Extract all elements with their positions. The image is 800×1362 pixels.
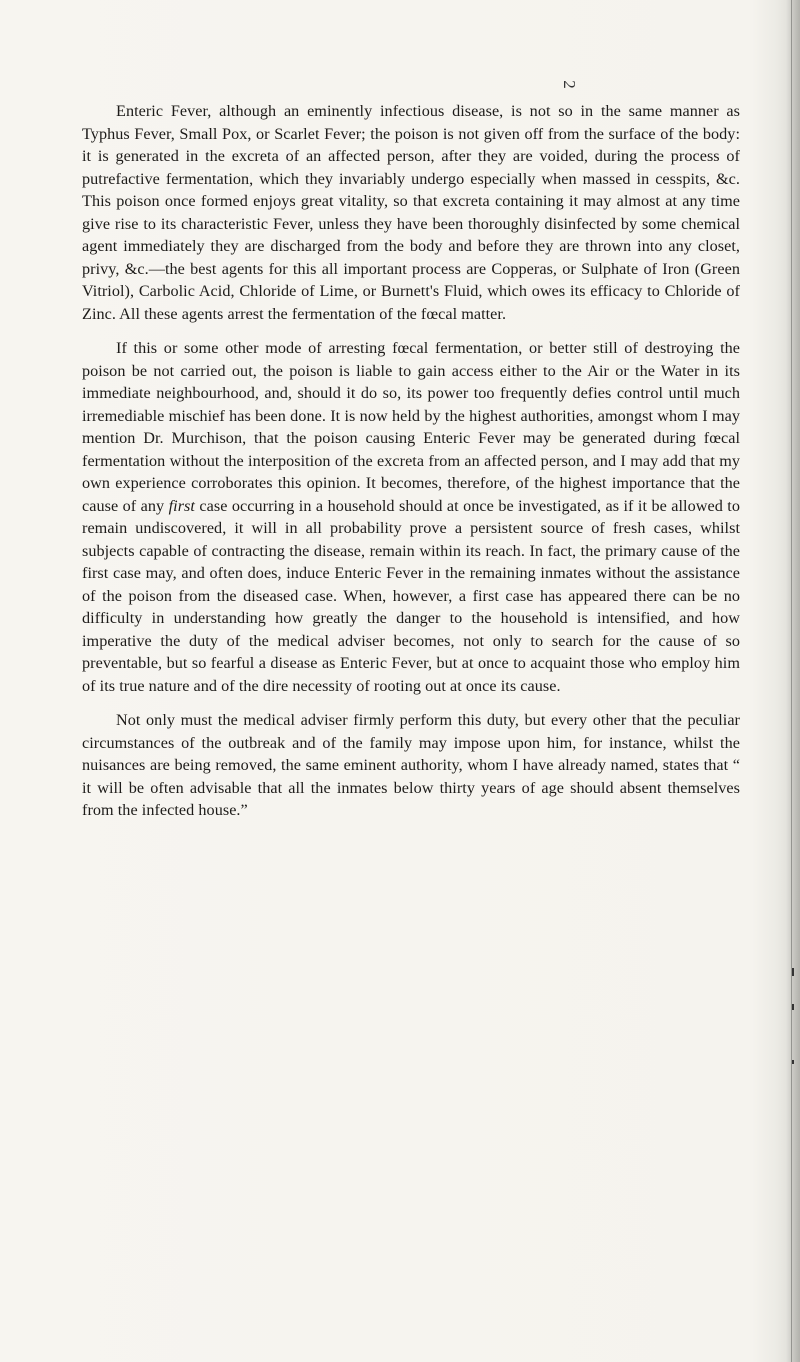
paragraph-1 bbox=[82, 100, 740, 325]
page-edge-mark bbox=[792, 1060, 794, 1064]
emphasized-word: first bbox=[168, 496, 195, 515]
paragraph-2 bbox=[82, 337, 740, 697]
paragraph-3 bbox=[82, 709, 740, 822]
paragraph-text: Enteric Fever, although an eminently infectious disease, is not so in the same manner as Typhus Fever, Small Pox, or Scarlet Fever; the poison is not given off from the surface of the body: it is generated in the excreta of an affected person, after they are voided, during the process of putrefactive fermentation, which they invariably undergo especially when massed in cesspits, &c. This poison once formed enjoys great vitality, so that excreta containing it may almost at any time give rise to its characteristic Fever, unless they have been thoroughly disinfected by some chemical agent immediately they are discharged from the body and before they are thrown into any closet, privy, &c.—the best agents for this all important process are Copperas, or Sulphate of Iron (Green Vitriol), Carbolic Acid, Chloride of Lime, or Burnett's Fluid, which owes its efficacy to Chloride of Zinc. All these agents arrest the fermentation of the fœcal matter. bbox=[82, 102, 740, 323]
paragraph-text: case occurring in a household should at once be investigated, as if it be allowed to remain undiscovered, it will in all probability prove a persistent source of fresh cases, whilst subjects capable of contracting the disease, remain within its reach. In fact, the primary cause of the first case may, and often does, induce Enteric Fever in the remaining inmates without the assistance of the poison from the diseased case. When, however, a first case has appeared there can be no difficulty in understanding how greatly the danger to the household is intensified, and how imperative the duty of the medical adviser becomes, not only to search for the cause of so preventable, but so fearful a disease as Enteric Fever, but at once to acquaint those who employ him of its true nature and of the dire necessity of rooting out at once its cause. bbox=[82, 496, 740, 695]
paragraph-text: Not only must the medical adviser firmly perform this duty, but every other that the peculiar circumstances of the outbreak and of the family may impose upon him, for instance, whilst the nuisances are being removed, the same eminent authority, whom I have already named, states that “ it will be often advisable that all the inmates below thirty years of age should absent themselves from the infected house.” bbox=[82, 711, 740, 819]
paragraph-text: If this or some other mode of arresting fœcal fermentation, or better still of destroying the poison be not carried out, the poison is liable to gain access either to the Air or the Water in its immediate neighbourhood, and, should it do so, its power too frequently defies control until much irremediable mischief has been done. It is now held by the highest authorities, amongst whom I may mention Dr. Murchison, that the poison causing Enteric Fever may be generated during fœcal fermentation without the interposition of the excreta from an affected person, and I may add that my own experience corroborates this opinion. It becomes, therefore, of the highest importance that the cause of any bbox=[82, 339, 740, 515]
page-edge-mark bbox=[792, 1004, 794, 1010]
page-edge-mark bbox=[792, 968, 794, 976]
page-edge-shadow bbox=[786, 0, 800, 1362]
body-text bbox=[82, 100, 740, 834]
page-edge-line bbox=[791, 0, 792, 1362]
page-number: 2 bbox=[559, 80, 579, 89]
